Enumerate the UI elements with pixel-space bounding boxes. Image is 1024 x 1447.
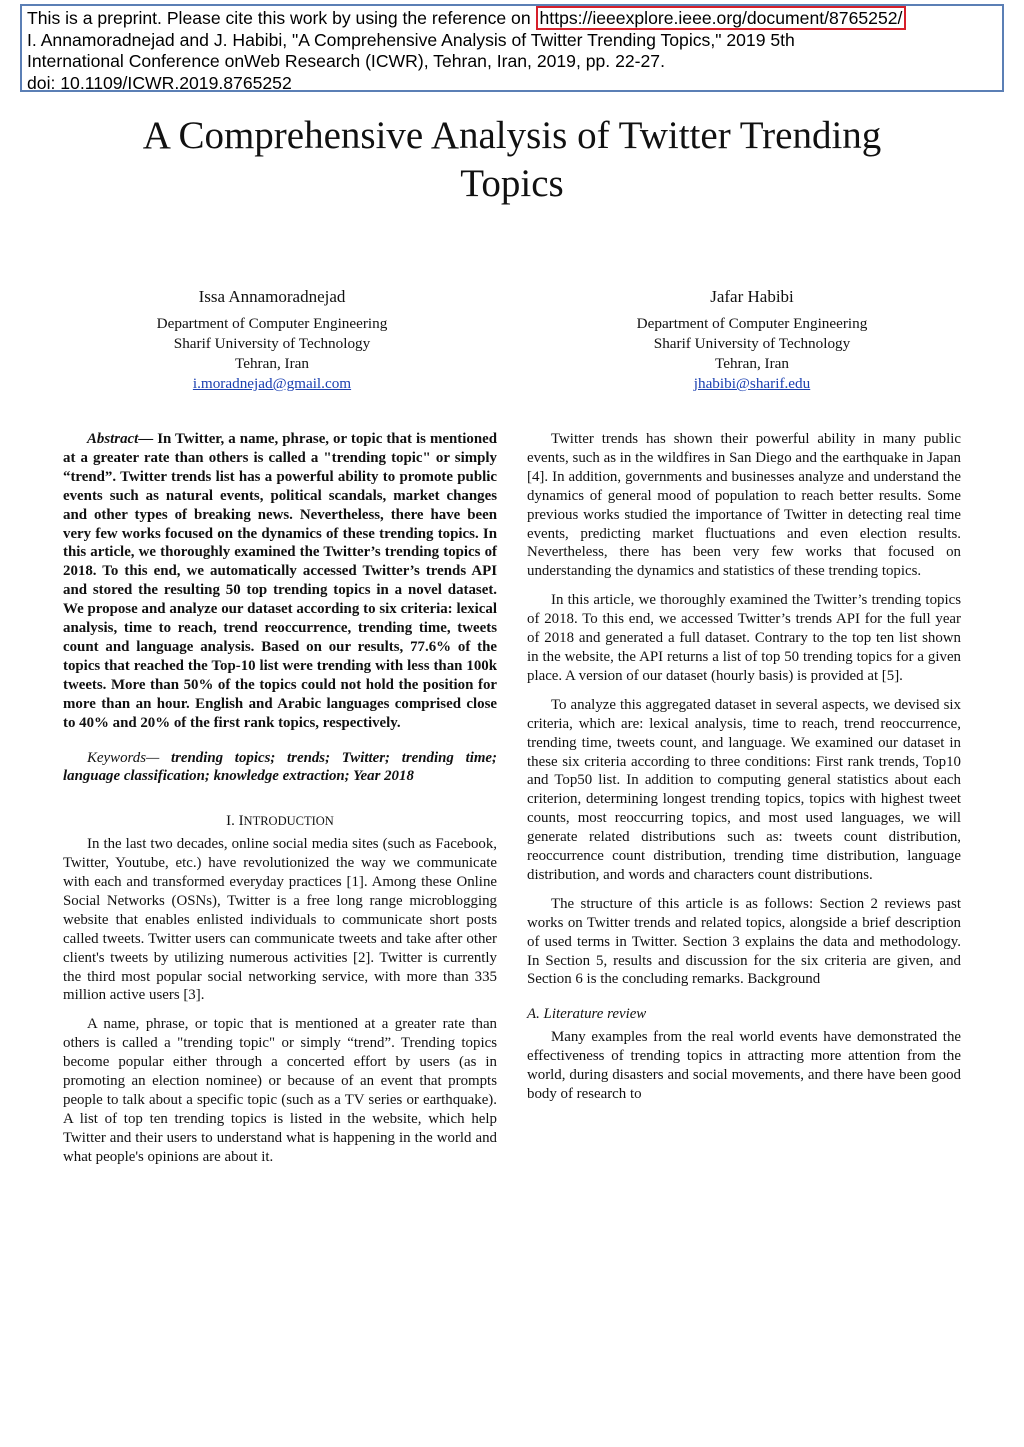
abstract-text: In Twitter, a name, phrase, or topic that is mentioned at a greater rate than others is called a "trending topic" or simply “trend”. Twitter trends list has a powerful ability to promote public events such as natural events, political scandals, market changes and other types of breaking news. Nevertheless, there have been very few works focused on the dynamics of these trending topics. In this article, we thoroughly examined the Twitter’s trending topics of 2018. To this end, we automatically accessed Twitter’s trends API and stored the resulting 50 top trending topics in a novel dataset. We propose and analyze our dataset according to six criteria: lexical analysis, time to reach, trend reoccurrence, trending time, tweets count and language analysis. Based on our results, 77.6% of the topics that reached the Top-10 list were trending with less than 100k tweets. More than 50% of the topics could not hold the position for more than an hour. English and Arabic languages comprised close to 40% and 20% of the first rank topics, respectively. (63, 431, 497, 731)
author-university: Sharif University of Technology (173, 335, 371, 352)
body-paragraph-1: Twitter trends has shown their powerful ability in many public events, such as in the wildfires in San Diego and the earthquake in Japan [4]. In addition, governments and businesses analyze and understand the dynamics of general mood of population to reach better results. Some previous works studied the importance of Twitter in detecting real time events, predicting market fluctuations and even election results. Nevertheless, there has been very few works that focused on understanding the dynamics and statistics of these trending topics. (527, 431, 961, 580)
citation-line-1 (27, 8, 997, 30)
intro-paragraph-1: In the last two decades, online social media sites (such as Facebook, Twitter, Youtube, etc.) have revolutionized the way we communicate with each and transformed everyday practices [1]. Among these Online Social Networks (OSNs), Twitter is a free long range microblogging website that enables enlisted individuals to communicate short posts called tweets. Twitter users can communicate tweets and take after other client's tweets by utilizing numerous activities [2]. Twitter is currently the third most popular social networking service, with more than 335 million active users [3]. (63, 836, 497, 1004)
body-paragraph-3: To analyze this aggregated dataset in several aspects, we devised six criteria, which are: lexical analysis, time to reach, trend reoccurrence, trending time, tweets count, and language. We examined our dataset in these six criteria according to three conditions: First rank trends, Top10 and Top50 list. In addition to computing general statistics about each criterion, determining longest trending topics, topics with highest tweet counts, most reoccurring topics, and most used languages, we will generate related distributions such as: tweets count distribution, reoccurrence count distribution, trending time distribution, language distribution, and words and characters count distributions. (527, 696, 961, 883)
left-column (63, 430, 497, 1167)
title-line-2: Topics (460, 162, 564, 205)
ieee-link[interactable]: https://ieeexplore.ieee.org/document/8765252/ (536, 6, 907, 30)
body-paragraph-2: In this article, we thoroughly examined the Twitter’s trending topics of 2018. To this end, we accessed Twitter’s trends API for the full year of 2018 and generated a full dataset. Contrary to the top ten list shown in the website, the API returns a list of top 50 trending topics for a given place. A version of our dataset (hourly basis) is provided at [5]. (527, 592, 961, 684)
citation-prefix: This is a preprint. Please cite this work by using the reference on (27, 8, 536, 28)
abstract-dash: — (138, 431, 154, 447)
abstract (63, 430, 497, 733)
abstract-label: Abstract (87, 431, 139, 447)
intro-paragraph-2: A name, phrase, or topic that is mentioned at a greater rate than others is called a "trending topic" or simply “trend”. Trending topics become popular either through a concerted effort by users (as in promoting an election nominee) or because of an event that prompts people to talk about a specific topic (such as a TV series or earthquake). A list of top ten trending topics is listed in the website, which help Twitter and their users to understand what is happening in the world and what people's opinions are about it. (63, 1016, 497, 1165)
author-location: Tehran, Iran (715, 355, 789, 372)
citation-line-3: International Conference onWeb Research (ICWR), Tehran, Iran, 2019, pp. 22-27. (27, 51, 665, 71)
author-university: Sharif University of Technology (653, 335, 851, 352)
citation-line-2: I. Annamoradnejad and J. Habibi, "A Comprehensive Analysis of Twitter Trending Topics," 2019 5th (27, 29, 795, 50)
keywords-label: Keywords— (87, 749, 160, 766)
citation-notice (20, 4, 1004, 92)
paper-title (60, 112, 964, 208)
literature-paragraph: Many examples from the real world events have demonstrated the effectiveness of trending topics in attracting more attention from the world, during disasters and social movements, and there have been good body of research to (527, 1029, 961, 1102)
keywords-text: trending topics; trends; Twitter; trending time; language classification; knowledge extraction; Year 2018 (63, 749, 497, 785)
section-number: I. (226, 813, 239, 830)
section-title-rest: NTRODUCTION (243, 814, 334, 829)
author-location: Tehran, Iran (235, 355, 309, 372)
author-name: Issa Annamoradnejad (198, 287, 346, 306)
author-block-1 (122, 287, 422, 394)
author-block-2 (602, 287, 902, 394)
body-paragraph-4: The structure of this article is as follows: Section 2 reviews past works on Twitter trends and related topics, alongside a brief description of used terms in Twitter. Section 3 explains the data and methodology. In Section 5, results and discussion for the six criteria are given, and Section 6 is the concluding remarks. Background (527, 895, 961, 988)
title-line-1: A Comprehensive Analysis of Twitter Trending (142, 114, 882, 157)
right-column (527, 430, 961, 1104)
author-email-link[interactable]: jhabibi@sharif.edu (693, 375, 811, 392)
author-name: Jafar Habibi (710, 287, 794, 306)
keywords (63, 749, 497, 787)
subsection-heading-literature-review: A. Literature review (527, 1006, 647, 1023)
author-department: Department of Computer Engineering (636, 315, 868, 332)
section-heading-introduction (63, 812, 497, 831)
citation-doi: doi: 10.1109/ICWR.2019.8765252 (27, 72, 292, 92)
section-initial: I (238, 813, 244, 830)
author-email-link[interactable]: i.moradnejad@gmail.com (192, 375, 352, 392)
author-department: Department of Computer Engineering (156, 315, 388, 332)
